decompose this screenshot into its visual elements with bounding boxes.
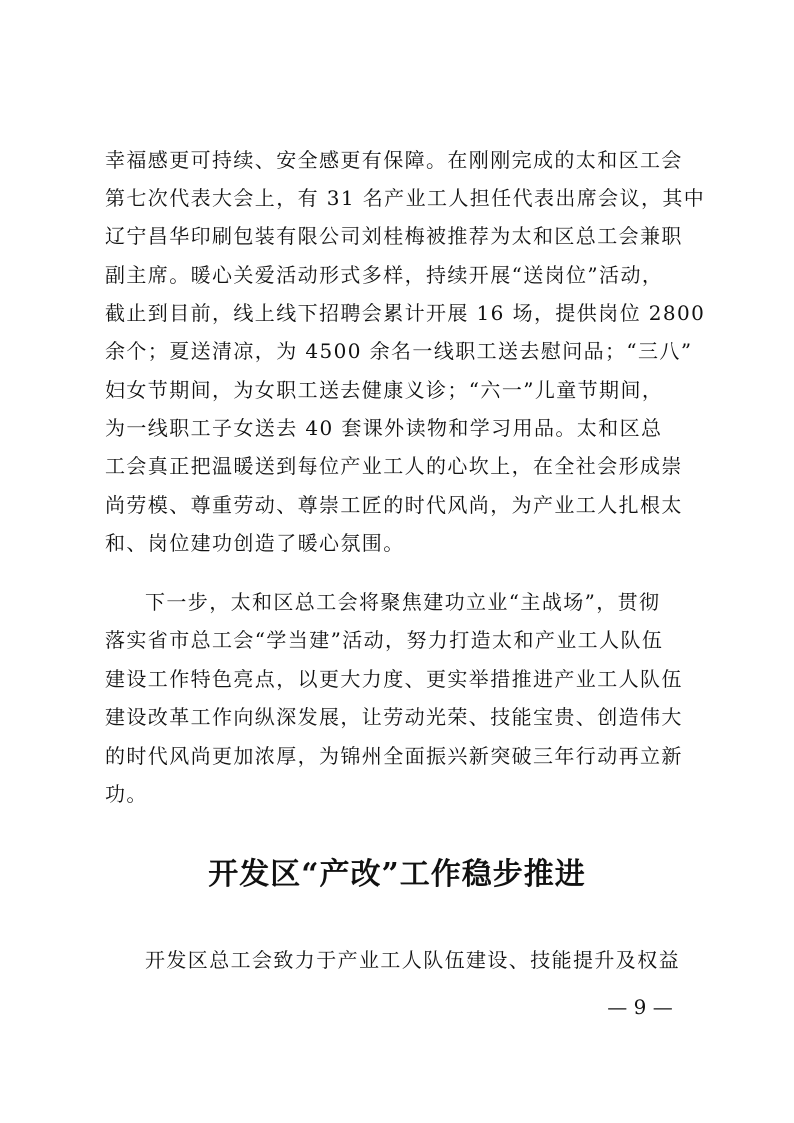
paragraph-line: 第七次代表大会上，有 31 名产业工人担任代表出席会议，其中 <box>105 186 706 210</box>
paragraph-line: 落实省市总工会“学当建”活动，努力打造太和产业工人队伍 <box>105 628 664 652</box>
paragraph-line: 的时代风尚更加浓厚，为锦州全面振兴新突破三年行动再立新 <box>105 744 683 768</box>
paragraph-line: 建设改革工作向纵深发展，让劳动光荣、技能宝贵、创造伟大 <box>105 705 683 729</box>
paragraph-line: 建设工作特色亮点，以更大力度、更实举措推进产业工人队伍 <box>105 667 683 691</box>
paragraph-line: 余个；夏送清凉，为 4500 余名一线职工送去慰问品；“三八” <box>105 339 693 363</box>
paragraph-line: 截止到目前，线上线下招聘会累计开展 16 场，提供岗位 2800 <box>105 301 706 325</box>
paragraph-line: 下一步，太和区总工会将聚焦建功立业“主战场”，贯彻 <box>145 590 661 614</box>
paragraph-line: 和、岗位建功创造了暖心氛围。 <box>105 531 405 555</box>
paragraph-line: 辽宁昌华印刷包装有限公司刘桂梅被推荐为太和区总工会兼职 <box>105 224 683 248</box>
paragraph-line: 功。 <box>105 782 148 806</box>
paragraph-line: 幸福感更可持续、安全感更有保障。在刚刚完成的太和区工会 <box>105 148 683 172</box>
paragraph-line: 妇女节期间，为女职工送去健康义诊；“六一”儿童节期间， <box>105 378 664 402</box>
paragraph-line: 副主席。暖心关爱活动形式多样，持续开展“送岗位”活动， <box>105 263 664 287</box>
page-number: — 9 — <box>607 995 673 1019</box>
paragraph-line: 工会真正把温暖送到每位产业工人的心坎上，在全社会形成崇 <box>105 454 683 478</box>
paragraph-line: 为一线职工子女送去 40 套课外读物和学习用品。太和区总 <box>105 416 663 440</box>
paragraph-line: 开发区总工会致力于产业工人队伍建设、技能提升及权益 <box>145 948 680 972</box>
paragraph-line: 尚劳模、尊重劳动、尊崇工匠的时代风尚，为产业工人扎根太 <box>105 493 683 517</box>
section-heading: 开发区“产改”工作稳步推进 <box>208 857 586 892</box>
